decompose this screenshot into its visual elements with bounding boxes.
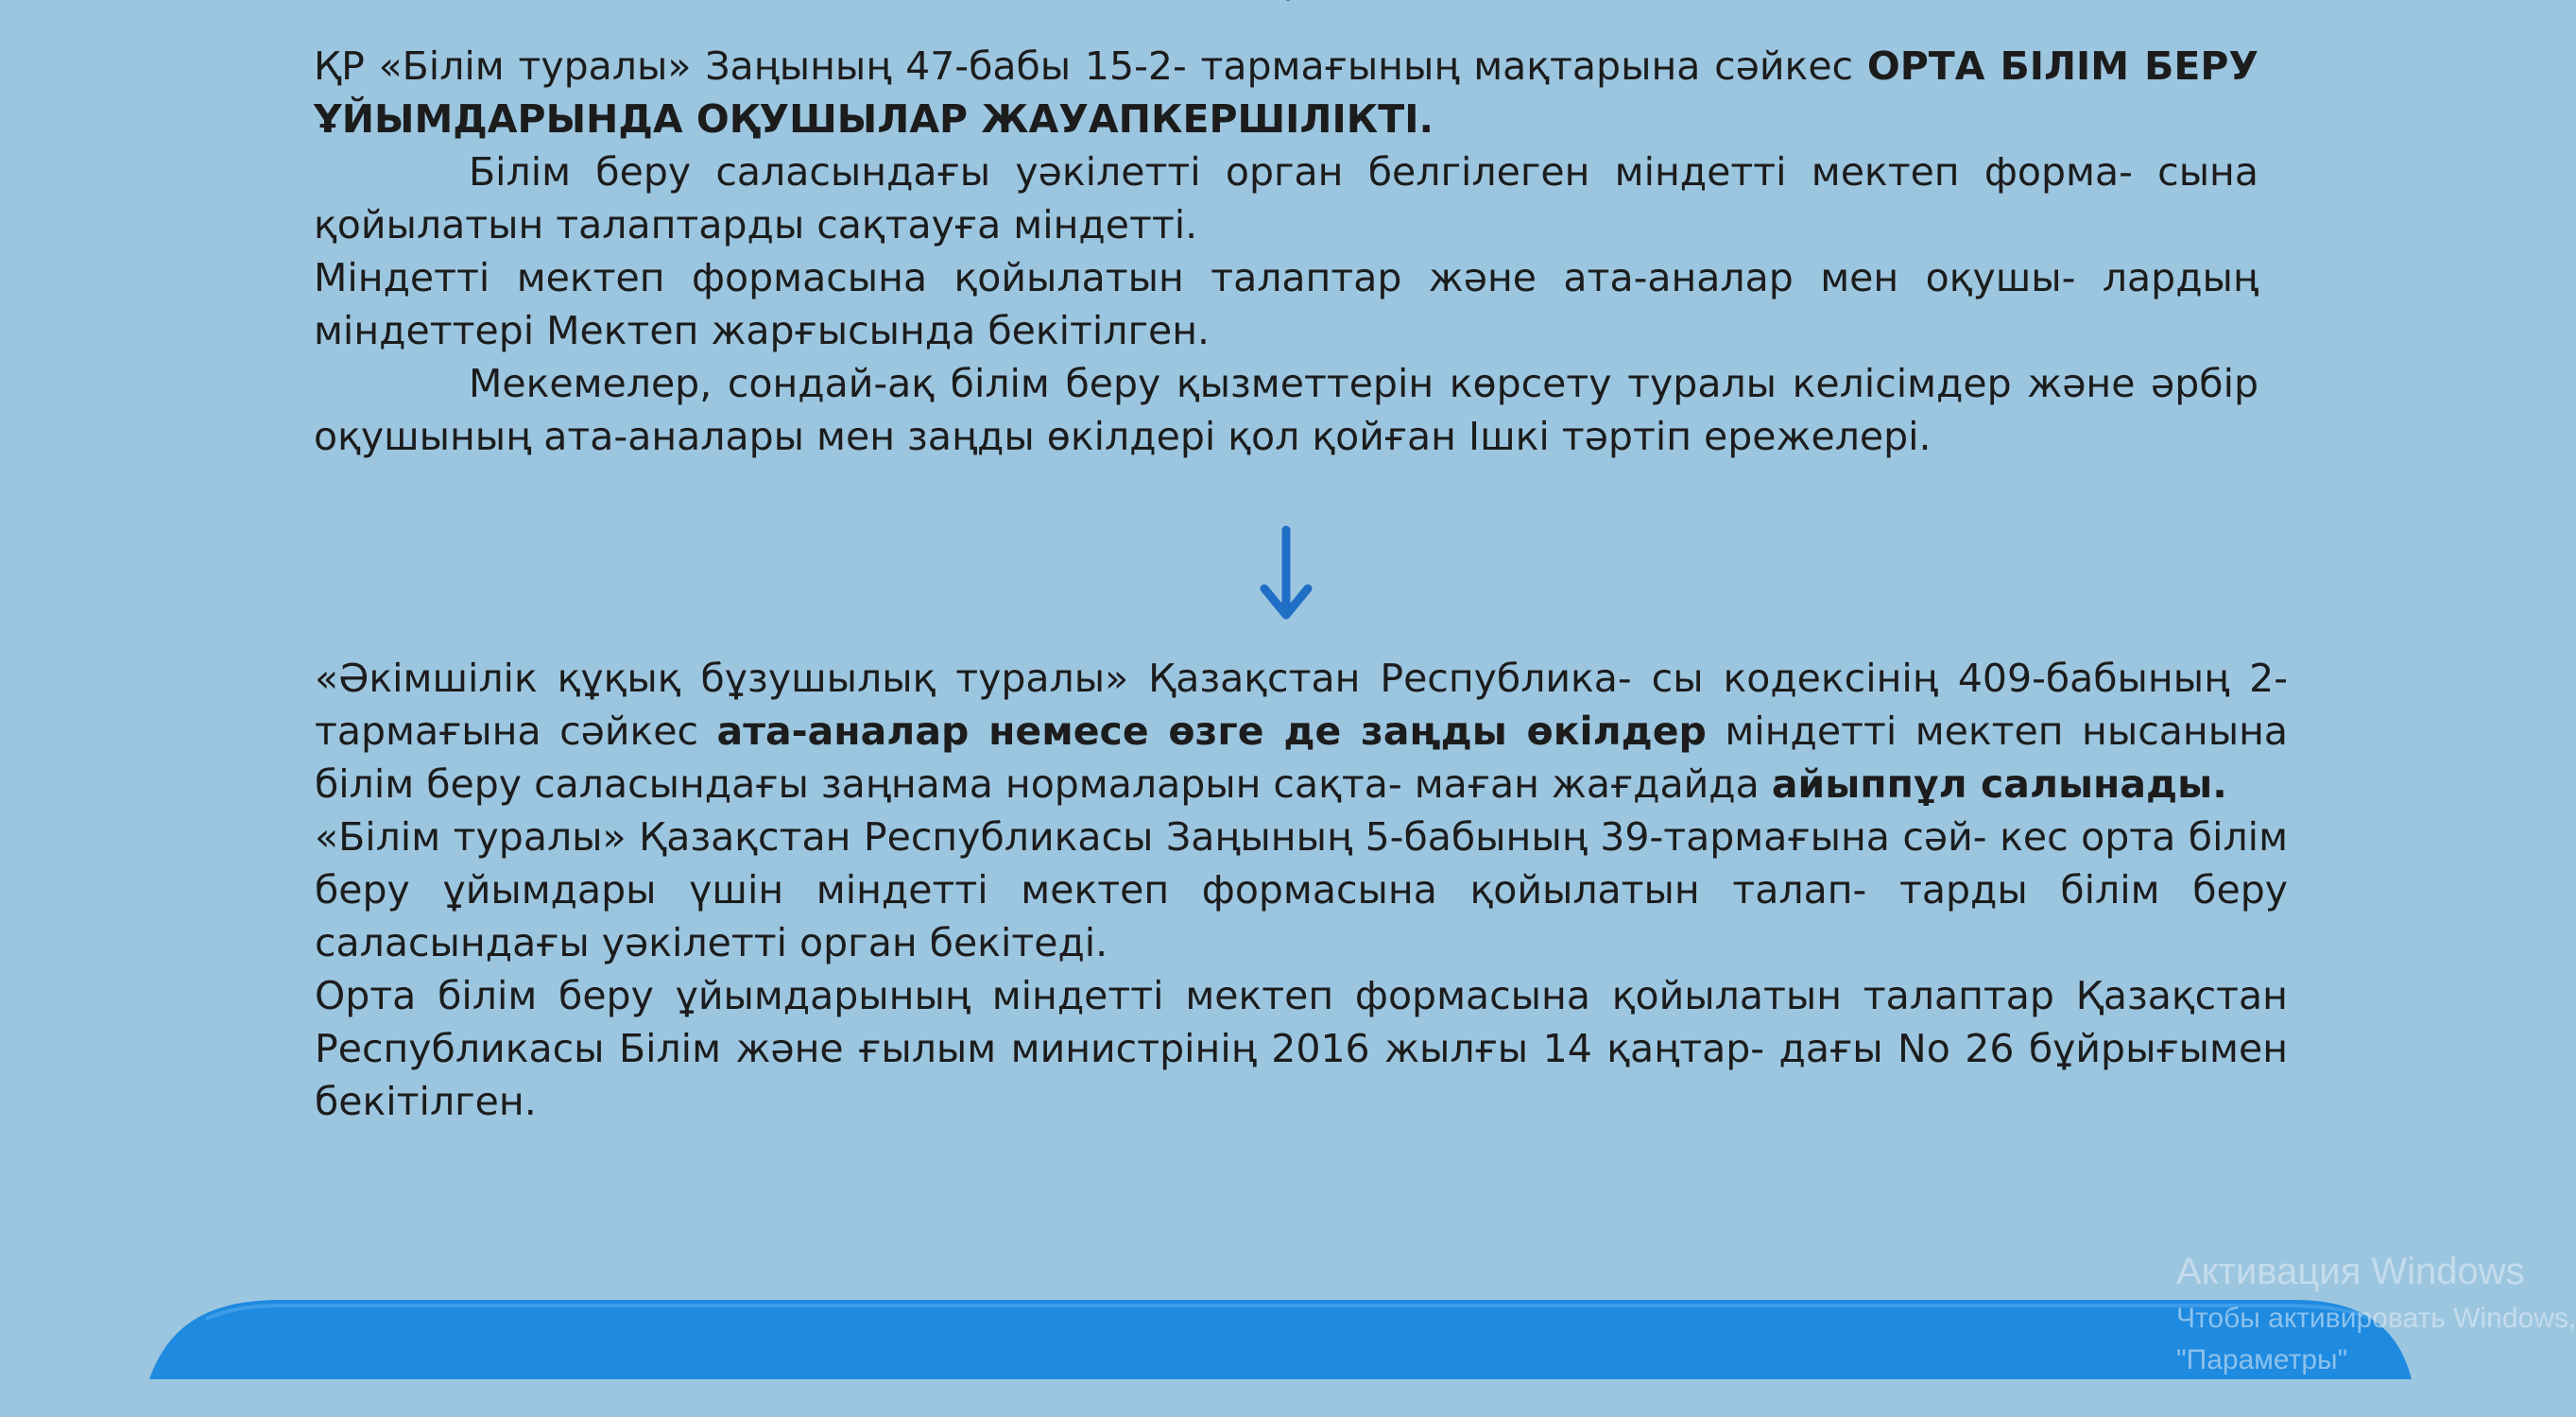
- section-administrative-code: [315, 652, 2288, 1128]
- section-school-duties: [314, 40, 2258, 463]
- middle-arrow-down-icon: [1253, 524, 1319, 623]
- paragraph-school-charter: Міндетті мектеп формасына қойылатын талаптар және ата-аналар мен оқушы- лардың міндеттері Мектеп жарғысында бекітілген.: [314, 255, 2258, 353]
- paragraph-education-law: «Білім туралы» Қазақстан Республикасы Заңының 5-бабының 39-тармағына сәй- кес орта білім беру ұйымдары үшін міндетті мектеп формасына қойылатын талап- тарды білім беру саласындағы уәкілетті орган бекітеді.: [315, 814, 2288, 965]
- paragraph-fine-rule: [315, 652, 2288, 811]
- windows-activation-watermark: [2176, 1249, 2576, 1381]
- admin-code-text: «Әкімшілік құқық бұзушылық туралы» Қазақстан Республика- сы кодексінің 409-бабының 2-тармағына сәйкес: [315, 656, 2288, 754]
- paragraph-law-reference: [314, 40, 2258, 145]
- law-reference-text: ҚР «Білім туралы» Заңының 47-бабы 15-2- тармағының мақтарына сәйкес: [314, 43, 1867, 89]
- bottom-blue-banner: [149, 1298, 2412, 1379]
- paragraph-internal-rules: Мекемелер, сондай-ақ білім беру қызметтерін көрсету туралы келісімдер және әрбір оқушының ата-аналары мен заңды өкілдері қол қойған Ішкі тәртіп ережелері.: [314, 361, 2258, 459]
- watermark-line-2: "Параметры": [2176, 1344, 2348, 1375]
- admin-code-text-continued: міндетті мектеп нысанына білім беру саласындағы заңнама нормаларын сақта- маған жағдайда: [315, 708, 2288, 807]
- paragraph-uniform-requirement: Білім беру саласындағы уәкілетті орган белгілеген міндетті мектеп форма- сына қойылатын талаптарды сақтауға міндетті.: [314, 149, 2258, 248]
- parents-representatives-bold: ата-аналар немесе өзге де заңды өкілдер: [716, 708, 1707, 754]
- paragraph-ministry-order: Орта білім беру ұйымдарының міндетті мектеп формасына қойылатын талаптар Қазақстан Республикасы Білім және ғылым министрінің 2016 жылғы 14 қаңтар- дағы No 26 бұйрығымен бекітілген.: [315, 973, 2288, 1124]
- top-arrow-down-icon: [1274, 0, 1302, 9]
- student-responsibility-heading: ОРТА БІЛІМ БЕРУ ҰЙЫМДАРЫНДА ОҚУШЫЛАР ЖАУАПКЕРШІЛІКТІ.: [314, 43, 2259, 142]
- watermark-title: Активация Windows: [2176, 1251, 2525, 1292]
- fine-imposed-bold: айыппұл салынады.: [1771, 761, 2227, 807]
- watermark-line-1: Чтобы активировать Windows,: [2176, 1303, 2576, 1334]
